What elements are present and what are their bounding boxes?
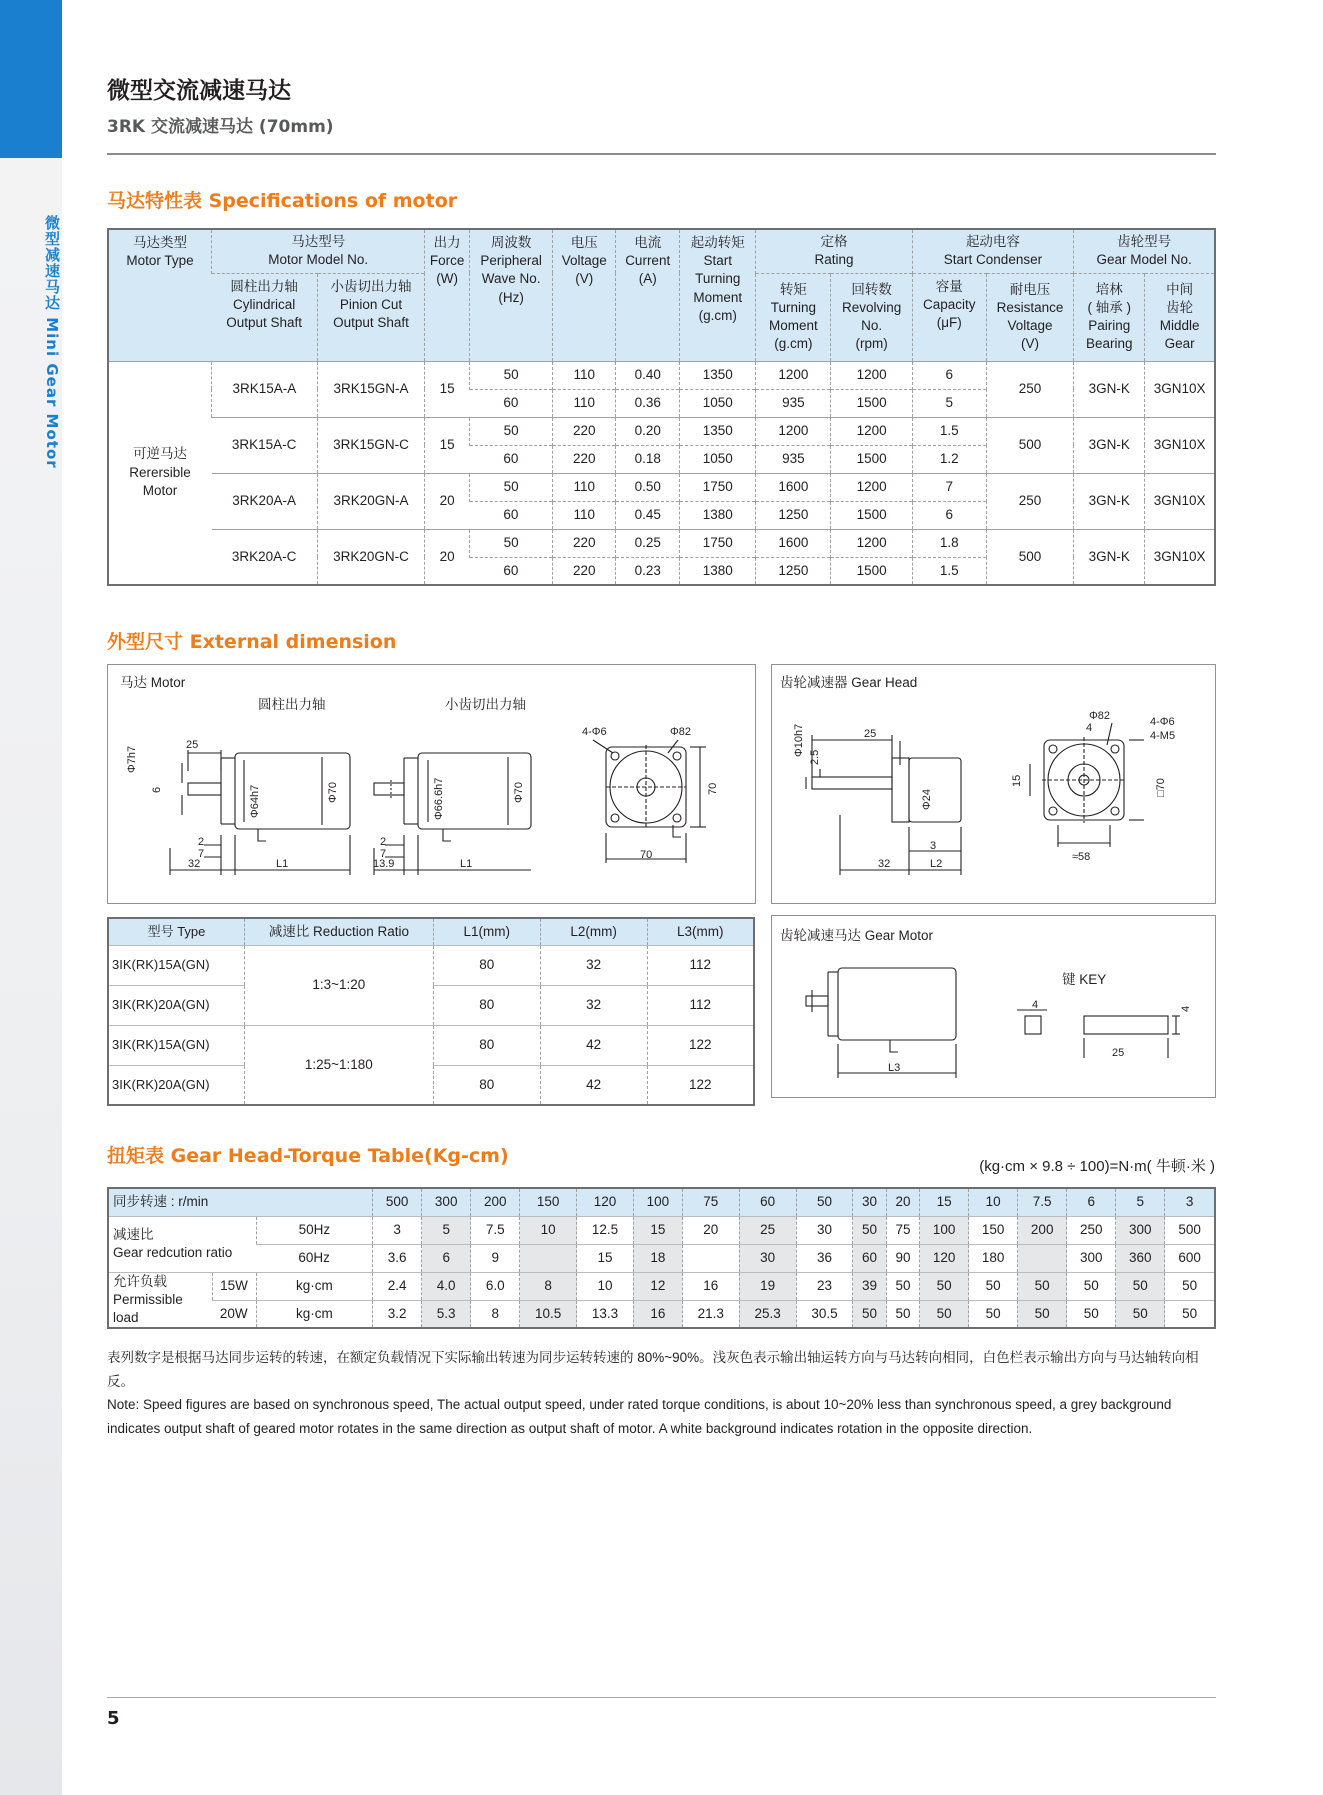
gearmotor-dimension-box: [771, 915, 1216, 1098]
load-20w-cell: 25.3: [739, 1300, 796, 1328]
load-15w-cell: 50: [969, 1272, 1018, 1300]
dim-6: 6: [151, 786, 163, 793]
spec-cell: 0.40: [616, 361, 680, 389]
cylindrical-model: 3RK15A-C: [212, 417, 318, 473]
footer-divider: [107, 1697, 1216, 1698]
type-cell: 3IK(RK)15A(GN): [108, 1025, 244, 1065]
gearhead-dimension-box: [771, 664, 1216, 904]
gh-sq70: □70: [1155, 778, 1167, 797]
hdr-condenser: 起动电容 Start Condenser: [912, 229, 1073, 273]
load-15w-cell: 6.0: [471, 1272, 520, 1300]
page-subtitle: 3RK 交流减速马达 (70mm): [107, 117, 334, 137]
ratio-50hz-cell: 50: [853, 1216, 886, 1244]
key-4b: 4: [1180, 1005, 1192, 1012]
spec-cell: 110: [553, 473, 616, 501]
spec-cell: 1.8: [912, 529, 986, 557]
spec-cell: 60: [470, 445, 553, 473]
pinion-model: 3RK15GN-C: [317, 417, 425, 473]
spec-cell: 1200: [831, 529, 912, 557]
hdr-motor-type: 马达类型 Motor Type: [108, 229, 212, 361]
sync-speed-cell: 7.5: [1018, 1188, 1067, 1216]
ratio-60hz-cell: 120: [920, 1244, 969, 1272]
watt-20: 20W: [212, 1300, 256, 1328]
ratio-60hz-cell: 9: [471, 1244, 520, 1272]
bearing-cell: 3GN-K: [1074, 361, 1145, 417]
spec-cell: 220: [553, 557, 616, 585]
gh-phi24: Φ24: [921, 788, 933, 810]
sync-speed-cell: 3: [1165, 1188, 1215, 1216]
spec-cell: 0.25: [616, 529, 680, 557]
load-20w-cell: 50: [1018, 1300, 1067, 1328]
spec-cell: 0.23: [616, 557, 680, 585]
dim-phi666: Φ66.6h7: [433, 777, 445, 820]
dim-139: 13.9: [373, 858, 395, 870]
middle-gear-cell: 3GN10X: [1145, 417, 1215, 473]
hdr-gear-model: 齿轮型号 Gear Model No.: [1074, 229, 1215, 273]
load-20w-cell: 50: [969, 1300, 1018, 1328]
dim-holes: 4-Φ6: [582, 726, 607, 738]
load-label: 允许负载 Permissible load: [108, 1272, 212, 1328]
type-cell: 3IK(RK)20A(GN): [108, 985, 244, 1025]
dim-25: 25: [186, 739, 199, 751]
hdr-turning: 转矩 Turning Moment (g.cm): [756, 273, 831, 361]
spec-cell: 6: [912, 361, 986, 389]
spec-cell: 1250: [756, 557, 831, 585]
unit-cell: kg·cm: [256, 1300, 373, 1328]
gh-25b: 2.5: [809, 749, 821, 765]
ratio-50hz-cell: 150: [969, 1216, 1018, 1244]
load-15w-cell: 50: [920, 1272, 969, 1300]
ratio-50hz-cell: 5: [422, 1216, 471, 1244]
ratio-50hz-cell: 10: [520, 1216, 577, 1244]
spec-cell: 60: [470, 389, 553, 417]
load-20w-cell: 8: [471, 1300, 520, 1328]
spec-cell: 0.45: [616, 501, 680, 529]
spec-cell: 50: [470, 361, 553, 389]
dim-70v: 70: [707, 782, 719, 795]
spec-cell: 935: [756, 389, 831, 417]
dimension-cell: 122: [647, 1065, 754, 1105]
load-20w-cell: 50: [1165, 1300, 1215, 1328]
side-tab: [0, 0, 62, 158]
ratio-60hz-cell: 15: [577, 1244, 634, 1272]
ratio-50hz-cell: 25: [739, 1216, 796, 1244]
sync-speed-cell: 150: [520, 1188, 577, 1216]
resistance-cell: 250: [986, 473, 1073, 529]
unit-cell: kg·cm: [256, 1272, 373, 1300]
load-20w-cell: 16: [633, 1300, 682, 1328]
resistance-cell: 500: [986, 417, 1073, 473]
sync-speed-cell: 75: [682, 1188, 739, 1216]
spec-cell: 1600: [756, 473, 831, 501]
hdr-current: 电流 Current (A): [616, 229, 680, 361]
type-cell: 3IK(RK)15A(GN): [108, 945, 244, 985]
gh-phi82: Φ82: [1089, 710, 1111, 722]
dimension-cell: 42: [540, 1065, 647, 1105]
hz-50: 50Hz: [256, 1216, 373, 1244]
ratio-60hz-cell: 600: [1165, 1244, 1215, 1272]
spec-cell: 1050: [680, 389, 756, 417]
sync-speed-cell: 20: [886, 1188, 919, 1216]
hz-60: 60Hz: [256, 1244, 373, 1272]
ratio-60hz-cell: 90: [886, 1244, 919, 1272]
ratio-header: L3(mm): [647, 918, 754, 945]
load-15w-cell: 8: [520, 1272, 577, 1300]
gh-holes: 4-Φ6: [1150, 716, 1175, 728]
dim-phi64: Φ64h7: [249, 784, 261, 818]
load-15w-cell: 23: [796, 1272, 853, 1300]
ratio-50hz-cell: 500: [1165, 1216, 1215, 1244]
bearing-cell: 3GN-K: [1074, 529, 1145, 585]
dimension-cell: 80: [433, 985, 540, 1025]
spec-cell: 1500: [831, 389, 912, 417]
sync-speed-label: 同步转速 : r/min: [108, 1188, 373, 1216]
sync-speed-cell: 50: [796, 1188, 853, 1216]
ratio-60hz-cell: 180: [969, 1244, 1018, 1272]
load-20w-cell: 50: [920, 1300, 969, 1328]
dim-L1b: L1: [460, 858, 473, 870]
dim-7b: 7: [380, 848, 387, 860]
pinion-label: 小齿切出力轴: [445, 697, 526, 712]
dimension-cell: 80: [433, 1065, 540, 1105]
dimension-cell: 42: [540, 1025, 647, 1065]
unit-formula: (kg·cm × 9.8 ÷ 100)=N·m( 牛顿·米 ): [979, 1158, 1215, 1175]
motor-label: 马达 Motor: [120, 675, 186, 690]
spec-cell: 220: [553, 529, 616, 557]
load-15w-cell: 50: [1018, 1272, 1067, 1300]
motor-drawing: [108, 665, 754, 902]
ratio-60hz-cell: [682, 1244, 739, 1272]
load-15w-cell: 16: [682, 1272, 739, 1300]
sync-speed-cell: 300: [422, 1188, 471, 1216]
load-15w-cell: 50: [1165, 1272, 1215, 1300]
gm-L3: L3: [888, 1062, 901, 1074]
gh-phi10: Φ10h7: [793, 723, 805, 757]
note-english: Note: Speed figures are based on synchronous speed, The actual output speed, under rated torque conditions, is about 10~20% less than synchronous speed, a grey background indicates output shaft of geared motor rotates in the same direction as output shaft of motor. A white background indicates rotation in the opposite direction.: [107, 1397, 1172, 1436]
key-4a: 4: [1032, 999, 1039, 1011]
spec-cell: 50: [470, 529, 553, 557]
cylindrical-model: 3RK20A-C: [212, 529, 318, 585]
load-15w-cell: 39: [853, 1272, 886, 1300]
load-15w-cell: 50: [1067, 1272, 1116, 1300]
ratio-50hz-cell: 300: [1116, 1216, 1165, 1244]
ratio-header: 减速比 Reduction Ratio: [244, 918, 433, 945]
sync-speed-cell: 200: [471, 1188, 520, 1216]
spec-cell: 1200: [756, 361, 831, 389]
ratio-header: L2(mm): [540, 918, 647, 945]
gh-4: 4: [1086, 722, 1093, 734]
dim-70h: 70: [640, 849, 653, 861]
ratio-50hz-cell: 12.5: [577, 1216, 634, 1244]
gh-L2: L2: [930, 858, 943, 870]
load-15w-cell: 12: [633, 1272, 682, 1300]
hdr-pinion: 小齿切出力轴 Pinion Cut Output Shaft: [317, 273, 425, 361]
ratio-50hz-cell: 15: [633, 1216, 682, 1244]
load-20w-cell: 5.3: [422, 1300, 471, 1328]
pinion-model: 3RK20GN-A: [317, 473, 425, 529]
section-dimension: 外型尺寸 External dimension: [107, 631, 397, 653]
spec-cell: 220: [553, 417, 616, 445]
gh-58: ≈58: [1072, 851, 1091, 863]
ratio-cell: 1:3~1:20: [244, 945, 433, 1025]
dim-phi70b: Φ70: [513, 781, 525, 803]
load-20w-cell: 13.3: [577, 1300, 634, 1328]
load-20w-cell: 10.5: [520, 1300, 577, 1328]
note-chinese: 表列数字是根据马达同步运转的转速，在额定负载情况下实际输出转速为同步运转转速的 80%~90%。浅灰色表示输出轴运转方向与马达转向相同，白色栏表示输出方向与马达轴转向相反。: [107, 1350, 1199, 1389]
load-20w-cell: 30.5: [796, 1300, 853, 1328]
force-cell: 20: [425, 529, 470, 585]
hdr-bearing: 培林 ( 轴承 ) Pairing Bearing: [1074, 273, 1145, 361]
spec-cell: 1200: [831, 361, 912, 389]
load-15w-cell: 2.4: [373, 1272, 422, 1300]
gh-15: 15: [1011, 774, 1023, 787]
dim-phi70: Φ70: [327, 781, 339, 803]
gearmotor-drawing: [772, 916, 1214, 1096]
load-20w-cell: 21.3: [682, 1300, 739, 1328]
load-15w-cell: 10: [577, 1272, 634, 1300]
middle-gear-cell: 3GN10X: [1145, 473, 1215, 529]
sync-speed-cell: 15: [920, 1188, 969, 1216]
load-20w-cell: 3.2: [373, 1300, 422, 1328]
hdr-capacity: 容量 Capacity (μF): [912, 273, 986, 361]
ratio-50hz-cell: 200: [1018, 1216, 1067, 1244]
divider: [107, 153, 1216, 155]
spec-cell: 50: [470, 473, 553, 501]
spec-cell: 50: [470, 417, 553, 445]
spec-cell: 1350: [680, 417, 756, 445]
hdr-rating: 定格 Rating: [756, 229, 912, 273]
force-cell: 15: [425, 361, 470, 417]
dimension-cell: 32: [540, 945, 647, 985]
spec-cell: 1200: [831, 473, 912, 501]
spec-cell: 1500: [831, 445, 912, 473]
spec-cell: 1.5: [912, 417, 986, 445]
dimension-cell: 112: [647, 985, 754, 1025]
ratio-50hz-cell: 30: [796, 1216, 853, 1244]
ratio-header: L1(mm): [433, 918, 540, 945]
dimension-cell: 80: [433, 945, 540, 985]
key-label: 键 KEY: [1062, 972, 1107, 987]
hdr-start-moment: 起动转矩 Start Turning Moment (g.cm): [680, 229, 756, 361]
ratio-50hz-cell: 3: [373, 1216, 422, 1244]
force-cell: 20: [425, 473, 470, 529]
ratio-60hz-cell: 6: [422, 1244, 471, 1272]
load-15w-cell: 19: [739, 1272, 796, 1300]
sync-speed-cell: 500: [373, 1188, 422, 1216]
hdr-resistance: 耐电压 Resistance Voltage (V): [986, 273, 1073, 361]
spec-cell: 5: [912, 389, 986, 417]
spec-cell: 6: [912, 501, 986, 529]
page-number: 5: [107, 1708, 120, 1729]
torque-table: [107, 1187, 1216, 1329]
dim-2: 2: [198, 836, 205, 848]
ratio-60hz-cell: 60: [853, 1244, 886, 1272]
spec-cell: 0.20: [616, 417, 680, 445]
spec-cell: 1750: [680, 473, 756, 501]
resistance-cell: 250: [986, 361, 1073, 417]
dimension-cell: 112: [647, 945, 754, 985]
ratio-60hz-cell: 360: [1116, 1244, 1165, 1272]
watt-15: 15W: [212, 1272, 256, 1300]
ratio-60hz-cell: 300: [1067, 1244, 1116, 1272]
hdr-force: 出力 Force (W): [425, 229, 470, 361]
dim-2b: 2: [380, 836, 387, 848]
ratio-50hz-cell: 20: [682, 1216, 739, 1244]
load-20w-cell: 50: [886, 1300, 919, 1328]
load-15w-cell: 4.0: [422, 1272, 471, 1300]
spec-cell: 1380: [680, 557, 756, 585]
gh-3: 3: [930, 840, 937, 852]
ratio-header: 型号 Type: [108, 918, 244, 945]
sync-speed-cell: 100: [633, 1188, 682, 1216]
type-cell: 3IK(RK)20A(GN): [108, 1065, 244, 1105]
middle-gear-cell: 3GN10X: [1145, 529, 1215, 585]
dim-L1: L1: [276, 858, 289, 870]
dimension-cell: 80: [433, 1025, 540, 1065]
load-20w-cell: 50: [1116, 1300, 1165, 1328]
gearhead-label: 齿轮减速器 Gear Head: [780, 675, 918, 690]
gh-25: 25: [864, 728, 877, 740]
load-15w-cell: 50: [1116, 1272, 1165, 1300]
middle-gear-cell: 3GN10X: [1145, 361, 1215, 417]
sync-speed-cell: 10: [969, 1188, 1018, 1216]
ratio-60hz-cell: [1018, 1244, 1067, 1272]
sync-speed-cell: 30: [853, 1188, 886, 1216]
spec-cell: 110: [553, 501, 616, 529]
pinion-model: 3RK20GN-C: [317, 529, 425, 585]
section-specs: 马达特性表 Specifications of motor: [107, 190, 458, 212]
ratio-50hz-cell: 7.5: [471, 1216, 520, 1244]
spec-cell: 220: [553, 445, 616, 473]
spec-cell: 0.18: [616, 445, 680, 473]
spec-cell: 1.5: [912, 557, 986, 585]
force-cell: 15: [425, 417, 470, 473]
ratio-60hz-cell: 18: [633, 1244, 682, 1272]
pinion-model: 3RK15GN-A: [317, 361, 425, 417]
sync-speed-cell: 120: [577, 1188, 634, 1216]
dimension-cell: 32: [540, 985, 647, 1025]
resistance-cell: 500: [986, 529, 1073, 585]
ratio-50hz-cell: 250: [1067, 1216, 1116, 1244]
ratio-label: 减速比 Gear redcution ratio: [108, 1216, 256, 1272]
motor-dimension-box: [107, 664, 756, 904]
sync-speed-cell: 6: [1067, 1188, 1116, 1216]
dim-7: 7: [198, 848, 205, 860]
reduction-ratio-table: [107, 917, 755, 1106]
spec-cell: 1200: [831, 417, 912, 445]
ratio-60hz-cell: 36: [796, 1244, 853, 1272]
spec-cell: 935: [756, 445, 831, 473]
bearing-cell: 3GN-K: [1074, 473, 1145, 529]
load-15w-cell: 50: [886, 1272, 919, 1300]
hdr-voltage: 电压 Voltage (V): [553, 229, 616, 361]
motor-type-cell: 可逆马达 Rerersible Motor: [108, 361, 212, 585]
key-25: 25: [1112, 1047, 1125, 1059]
hdr-middle: 中间 齿轮 Middle Gear: [1145, 273, 1215, 361]
spec-cell: 1500: [831, 557, 912, 585]
spec-cell: 60: [470, 557, 553, 585]
cylindrical-model: 3RK15A-A: [212, 361, 318, 417]
spec-cell: 1050: [680, 445, 756, 473]
dim-32: 32: [188, 858, 201, 870]
spec-cell: 1250: [756, 501, 831, 529]
gearmotor-label: 齿轮减速马达 Gear Motor: [780, 928, 934, 943]
spec-cell: 0.36: [616, 389, 680, 417]
ratio-50hz-cell: 100: [920, 1216, 969, 1244]
dim-phi82: Φ82: [670, 726, 692, 738]
hdr-wave: 周波数 Peripheral Wave No. (Hz): [470, 229, 553, 361]
bearing-cell: 3GN-K: [1074, 417, 1145, 473]
ratio-50hz-cell: 75: [886, 1216, 919, 1244]
hdr-model-no: 马达型号 Motor Model No.: [212, 229, 425, 273]
ratio-60hz-cell: 30: [739, 1244, 796, 1272]
spec-table: [107, 228, 1216, 586]
spec-cell: 1350: [680, 361, 756, 389]
sync-speed-cell: 5: [1116, 1188, 1165, 1216]
dimension-cell: 122: [647, 1025, 754, 1065]
load-20w-cell: 50: [853, 1300, 886, 1328]
spec-cell: 60: [470, 501, 553, 529]
spec-cell: 7: [912, 473, 986, 501]
ratio-cell: 1:25~1:180: [244, 1025, 433, 1105]
spec-cell: 1200: [756, 417, 831, 445]
spec-cell: 1380: [680, 501, 756, 529]
side-label: 微型减速马达 Mini Gear Motor: [43, 215, 61, 469]
gh-m5: 4-M5: [1150, 730, 1176, 742]
hdr-cyl: 圆柱出力轴 Cylindrical Output Shaft: [212, 273, 318, 361]
spec-cell: 0.50: [616, 473, 680, 501]
ratio-60hz-cell: 3.6: [373, 1244, 422, 1272]
hdr-revolving: 回转数 Revolving No. (rpm): [831, 273, 912, 361]
spec-cell: 1500: [831, 501, 912, 529]
gh-32: 32: [878, 858, 891, 870]
gearhead-drawing: [772, 665, 1214, 902]
ratio-60hz-cell: [520, 1244, 577, 1272]
dim-phi7h7: Φ7h7: [126, 745, 138, 773]
page-title: 微型交流减速马达: [107, 78, 291, 104]
spec-cell: 1.2: [912, 445, 986, 473]
spec-cell: 110: [553, 389, 616, 417]
section-torque: 扭矩表 Gear Head-Torque Table(Kg-cm): [107, 1145, 509, 1167]
cylindrical-model: 3RK20A-A: [212, 473, 318, 529]
load-20w-cell: 50: [1067, 1300, 1116, 1328]
sync-speed-cell: 60: [739, 1188, 796, 1216]
spec-cell: 110: [553, 361, 616, 389]
spec-cell: 1750: [680, 529, 756, 557]
cylindrical-label: 圆柱出力轴: [258, 697, 326, 712]
spec-cell: 1600: [756, 529, 831, 557]
